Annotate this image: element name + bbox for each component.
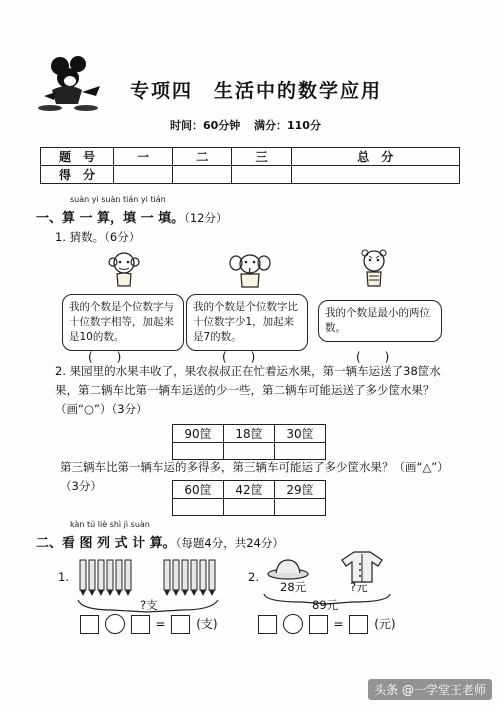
answer-blank-3[interactable]: ( ) — [356, 350, 390, 364]
basket-option: 18筐 — [224, 425, 275, 443]
q2-text-2: 第三辆车比第一辆车运的多得多，第三辆车可能运了多少筐水果？（画“△”）（3分） — [60, 460, 449, 493]
score-cell: 题 号 — [41, 148, 114, 166]
operator-circle[interactable] — [283, 614, 303, 634]
section2-heading — [36, 532, 284, 551]
section1-heading — [36, 207, 228, 226]
score-input-cell[interactable] — [114, 166, 173, 184]
time-limit: 时间：60分钟 — [170, 119, 241, 132]
mark-cell[interactable] — [275, 443, 326, 460]
operator-circle[interactable] — [105, 614, 125, 634]
mark-cell[interactable] — [224, 443, 275, 460]
score-table-header-row — [41, 148, 460, 166]
watermark: 头条 @一学堂王老师 — [368, 679, 492, 700]
section1-title: 一、算 一 算，填 一 填。 — [36, 211, 185, 226]
page-title: 专项四 生活中的数学应用 — [130, 80, 383, 102]
tiger-icon — [356, 248, 392, 290]
section2-title: 二、看 图 列 式 计 算。 — [36, 536, 176, 551]
score-table — [40, 147, 460, 184]
score-input-cell[interactable] — [232, 166, 291, 184]
full-score: 满分：110分 — [254, 119, 321, 132]
equation-row-1: = (支) — [80, 614, 220, 634]
section2-points: （每题4分，共24分） — [175, 536, 284, 550]
hat-price: 28元 — [280, 580, 307, 594]
guess-bubble-1: 我的个数是个位数字与十位数字相等，加起来是10的数。 — [62, 294, 184, 351]
sweater-price: ?元 — [350, 580, 368, 594]
mark-cell[interactable] — [173, 443, 224, 460]
answer-box[interactable] — [309, 615, 328, 634]
basket-option: 42筐 — [224, 481, 275, 499]
q1-label: 1. 猜数。（6分） — [55, 230, 141, 244]
mark-cell[interactable] — [173, 499, 224, 516]
q2-text: 2. 果园里的水果丰收了，果农叔叔正在忙着运水果，第一辆车运送了38筐水果，第二辆车比第一辆车运送的少一些，第二辆车可能运送了多少筐水果？（画“○”）（3分） — [55, 364, 441, 416]
score-cell: 总 分 — [291, 148, 459, 166]
q2-1-number: 1. — [58, 570, 69, 584]
answer-box[interactable] — [131, 615, 150, 634]
monkey-icon — [105, 250, 143, 290]
basket-option: 60筐 — [173, 481, 224, 499]
basket-options-1 — [172, 424, 326, 460]
exam-info — [170, 117, 321, 133]
guess-bubble-3: 我的个数是最小的两位数。 — [318, 300, 442, 342]
equation-row-2: = (元) — [258, 614, 398, 634]
guess-bubble-2: 我的个数是个位数字比十位数字少1，加起来是7的数。 — [186, 294, 308, 351]
equation-unit: (元) — [374, 616, 396, 631]
q2-1-total-label: ?支 — [140, 598, 158, 612]
total-price: 89元 — [312, 598, 339, 612]
score-cell: 三 — [232, 148, 291, 166]
section2-pinyin: kàn tú liè shì jì suàn — [70, 520, 150, 529]
equation-unit: (支) — [196, 616, 218, 631]
basket-option: 30筐 — [275, 425, 326, 443]
basket-option: 29筐 — [275, 481, 326, 499]
mascot-illustration — [30, 52, 110, 112]
score-cell: 得 分 — [41, 166, 114, 184]
basket-options-2 — [172, 480, 326, 516]
answer-box[interactable] — [258, 615, 277, 634]
score-table-score-row — [41, 166, 460, 184]
basket-option: 90筐 — [173, 425, 224, 443]
mark-cell[interactable] — [275, 499, 326, 516]
section1-pinyin: suàn yi suàn tián yi tián — [70, 195, 166, 204]
score-input-cell[interactable] — [173, 166, 232, 184]
score-input-cell[interactable] — [291, 166, 459, 184]
q2-2-number: 2. — [248, 570, 259, 584]
answer-blank-2[interactable]: ( ) — [222, 350, 256, 364]
score-cell: 一 — [114, 148, 173, 166]
answer-box[interactable] — [349, 615, 368, 634]
answer-box[interactable] — [171, 615, 190, 634]
section1-points: （12分） — [184, 211, 228, 225]
mark-cell[interactable] — [224, 499, 275, 516]
answer-box[interactable] — [80, 615, 99, 634]
answer-blank-1[interactable]: ( ) — [88, 350, 122, 364]
score-cell: 二 — [173, 148, 232, 166]
elephant-icon — [228, 250, 272, 290]
